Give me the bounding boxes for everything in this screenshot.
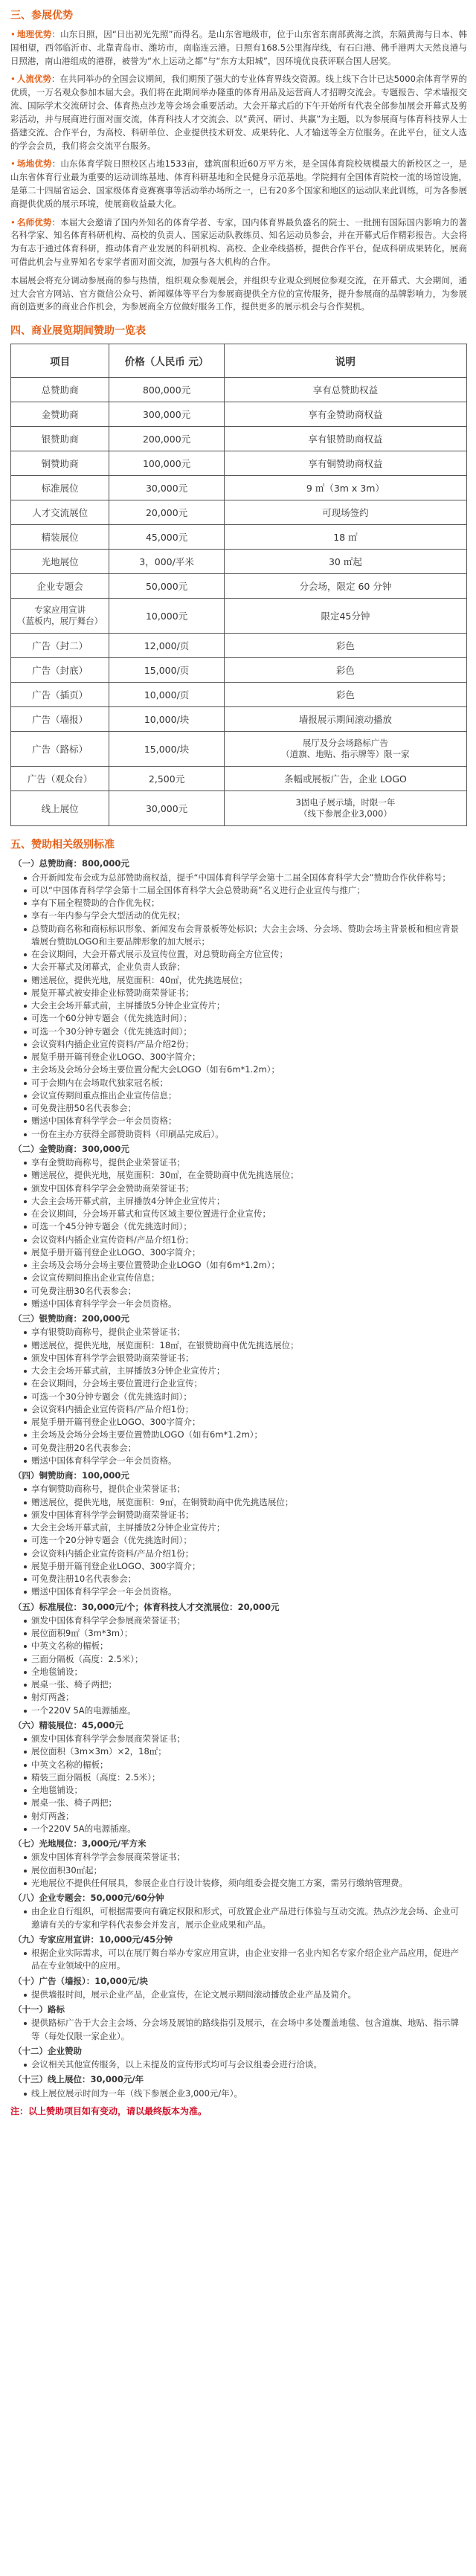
table-row [11, 574, 467, 599]
table-row [11, 427, 467, 451]
bullet-icon: • [10, 216, 16, 228]
tier-block [10, 1719, 467, 1835]
cell-item: 广告（插页） [11, 683, 109, 707]
cell-item: 广告（墙报） [11, 707, 109, 732]
tier-item: 主会场及会场分会场主要位置赞助企业LOGO（如有6m*1.2m）； [24, 1259, 467, 1272]
cell-item: 广告（路标） [11, 732, 109, 767]
cell-note: 享有总赞助权益 [224, 378, 466, 402]
tier-item: 享有下届全程赞助的合作优先权； [24, 897, 467, 909]
tier-block [10, 857, 467, 1141]
tier-item: 赠送展位，提供光地，展览面积：9㎡，在铜赞助商中优先挑选展位； [24, 1496, 467, 1509]
tier-block [10, 1469, 467, 1599]
section-title-advantages: 三、参展优势 [10, 10, 73, 22]
tier-item: 享有一年内参与学会大型活动的优先权； [24, 909, 467, 922]
tier-item: 总赞助商名称和商标标识形象、新闻发布会背景板等处标识；大会主会场、分会场、赞助会场主背景板和相应背景墙展台赞助LOGO和主要品牌形象的加大展示； [24, 923, 467, 949]
tier-heading: （九）专家应用宣讲：10,000元/45分钟 [13, 1933, 173, 1945]
advantage-lead: 地理优势 [16, 29, 52, 39]
tier-item: 会议相关其他宣传服务，以上未提及的宣传形式均可与会议组委会进行洽谈。 [24, 2058, 467, 2071]
tier-item: 展位面积（3m×3m）×2，18㎡； [24, 1745, 467, 1758]
cell-item [11, 599, 109, 634]
tier-item: 颁发中国体育科学学会铜赞助商荣誉证书； [24, 1509, 467, 1522]
tier-item: 全地毯铺设； [24, 1666, 467, 1678]
tier-heading: （七）光地展位：3,000元/平方米 [13, 1838, 147, 1849]
tier-item: 光地展位不提供任何展具，参展企业自行设计装修，须向组委会提交施工方案，需另行缴纳管理费。 [24, 1877, 467, 1890]
tier-block [10, 1601, 467, 1717]
cell-price: 12,000/页 [109, 634, 225, 658]
tier-item: 可免费注册20名代表参会； [24, 1442, 467, 1455]
tier-item: 颁发中国体育科学学会银赞助商荣誉证书； [24, 1352, 467, 1365]
tier-item: 一个220V 5A的电源插座。 [24, 1704, 467, 1717]
tier-item: 大会开幕式及闭幕式，企业负责人致辞； [24, 961, 467, 973]
tier-heading: （八）企业专题会：50,000元/60分钟 [13, 1893, 164, 1903]
tier-item: 赠送展位，提供光地，展览面积：18㎡，在银赞助商中优先挑选展位； [24, 1339, 467, 1352]
section-title-table: 四、商业展览期间赞助一览表 [10, 325, 146, 338]
cell-note: 条幅或展板广告，企业 LOGO [224, 767, 466, 791]
cell-item: 广告（封底） [11, 658, 109, 683]
cell-note: 9 ㎡（3m x 3m） [224, 476, 466, 500]
cell-item: 银赞助商 [11, 427, 109, 451]
tier-item: 中英文名称的楣板； [24, 1759, 467, 1771]
tier-item: 赠送中国体育科学学会一年会员资格。 [24, 1455, 467, 1467]
standards-list [10, 857, 467, 2100]
tier-item: 会议资料内插企业宣传资料/产品介绍1份； [24, 1403, 467, 1416]
cell-price: 15,000/块 [109, 732, 225, 767]
tier-item: 大会主会场开幕式前，主屏播放2分钟企业宣传片； [24, 1522, 467, 1534]
cell-item: 广告（观众台） [11, 767, 109, 791]
cell-price: 30,000元 [109, 476, 225, 500]
tier-heading: （十一）路标 [13, 2004, 65, 2015]
tier-heading: （六）精装展位：45,000元 [13, 1719, 123, 1730]
tier-item: 主会场及会场分会场主要位置分配大会LOGO（如有6m*1.2m）； [24, 1063, 467, 1076]
tier-item: 在会议期间，大会开幕式展示及宣传位置，对总赞助商全方位宣传； [24, 948, 467, 961]
tier-item: 赠送中国体育科学学会一年会员资格。 [24, 1298, 467, 1310]
tier-heading: （四）铜赞助商：100,000元 [13, 1470, 129, 1481]
cell-note: 享有铜赞助商权益 [224, 451, 466, 476]
tier-item: 展览手册开篇刊登企业LOGO、300字简介； [24, 1560, 467, 1573]
advantage-lead: 名师优势 [16, 216, 52, 228]
tier-item: 展桌一张、椅子两把； [24, 1678, 467, 1691]
tier-item: 可选一个30分钟专题会（优先挑选时间）； [24, 1391, 467, 1403]
tier-item: 大会主会场开幕式前，主屏播放5分钟企业宣传片； [24, 999, 467, 1012]
tier-item: 展览手册开篇刊登企业LOGO、300字简介； [24, 1246, 467, 1259]
tier-item: 展桌一张、椅子两把； [24, 1797, 467, 1809]
tier-item: 大会主会场开幕式前，主屏播放3分钟企业宣传片； [24, 1365, 467, 1377]
advantage-text: ：在共同举办的全国会议期间，我们期预了强大的专业体育界线交资源。线上线下合计已达5000余体育学界的优质，一万名观众参加本届大会。我们将在此期间举办隆重的体育用品及运营商人才招聘交流会。专题报告、学术墙报交流、国际学术交流研讨会、体育热点沙龙等会场会重要活动。大会开幕式后的下午开始所有代表全部参加展会开幕式及剪彩活动，并与展商进行面对面交流，体育科技人才交流会、以“黄河、研讨、共赢”为主题，以为参展商与体育科技界人士搭建交流、合作平台，为高校、科研单位、企业提供技术研发、成果转化、人才输送等全方位服务。在此平台，征文人选的学会会员，我们将会交流平台服务。 [10, 74, 467, 151]
advantage-lead: 人流优势 [16, 74, 51, 85]
cell-price: 10,000元 [109, 599, 225, 634]
table-row [11, 683, 467, 707]
tier-item: 提供路标广告于大会主会场、分会场及展馆的路线指引及展示，在会场中多处覆盖地毯、包含道旗、地贴、指示牌等（每处仅限一家企业）。 [24, 2017, 467, 2043]
cell-item-line: 专家应用宣讲 [34, 604, 86, 615]
cell-note: 享有金赞助商权益 [224, 402, 466, 427]
cell-note: 墙报展示期间滚动播放 [224, 707, 466, 732]
cell-price: 800,000元 [109, 378, 225, 402]
cell-note: 分会场，限定 60 分钟 [224, 574, 466, 599]
tier-item: 可选一个45分钟专题会（优先挑选时间）； [24, 1220, 467, 1233]
cell-note-line: （线下参展企业3,000） [298, 808, 392, 820]
cell-item: 标准展位 [11, 476, 109, 500]
tier-item: 展览手册开篇刊登企业LOGO、300字简介； [24, 1051, 467, 1063]
tier-item: 赠送展位，提供光地，展览面积：30㎡，在金赞助商中优先挑选展位； [24, 1169, 467, 1182]
sponsorship-table [10, 344, 467, 826]
table-row [11, 599, 467, 634]
advantage-lead: 场地优势 [16, 158, 52, 170]
footnote: 注：以上赞助项目如有变动，请以最终版本为准。 [10, 2105, 208, 2116]
tier-item: 赠送展位，提供光地，展览面积：40㎡，优先挑选展位； [24, 974, 467, 987]
advantages-closing: 本届展会将充分调动参展商的参与热情，组织观众参观展会，并组织专业观众到展位参观交流，在开幕式、大会期间，通过大会官方网站、官方微信公众号、新闻媒体等平台为参展商提供全方位的宣传服务，提升参展商的品牌影响力，为参展商创造更多的商业合作机会，为参展商全方位做好服务工作，提供更多的展示机会与合作契机。 [10, 274, 467, 312]
cell-item: 铜赞助商 [11, 451, 109, 476]
tier-item: 可以“中国体育科学学会第十二届全国体育科学大会总赞助商”名义进行企业宣传与推广； [24, 884, 467, 897]
tier-block [10, 2045, 467, 2072]
cell-note [224, 791, 466, 826]
bullet-icon: • [10, 74, 16, 85]
section-advantages [10, 7, 467, 314]
tier-item: 颁发中国体育科学学会金赞助商荣誉证书； [24, 1182, 467, 1195]
table-row [11, 402, 467, 427]
table-row [11, 476, 467, 500]
cell-note [224, 732, 466, 767]
tier-heading: （十二）企业赞助 [13, 2045, 82, 2056]
tier-heading: （一）总赞助商：800,000元 [13, 858, 129, 869]
cell-note: 18 ㎡ [224, 525, 466, 550]
cell-note: 限定45分钟 [224, 599, 466, 634]
bullet-icon: • [10, 29, 16, 39]
cell-item: 金赞助商 [11, 402, 109, 427]
cell-note-line: 展厅及分会场路标广告 [302, 737, 388, 748]
tier-item: 颁发中国体育科学学会参展商荣誉证书； [24, 1614, 467, 1627]
tier-item: 展览开幕式被安排企业标赞助商荣誉证书； [24, 987, 467, 999]
cell-item-line: （蓝板内，展厅舞台） [17, 616, 103, 627]
tier-item: 一份在主办方获得全部赞助资料（印刷品完成后）。 [24, 1128, 467, 1141]
table-row [11, 500, 467, 525]
cell-price: 10,000/块 [109, 707, 225, 732]
tier-item: 可免费注册50名代表参会； [24, 1102, 467, 1115]
cell-price: 30,000元 [109, 791, 225, 826]
tier-item: 可于会期内在会场取代独家冠名板； [24, 1077, 467, 1089]
cell-note: 彩色 [224, 658, 466, 683]
tier-block [10, 1892, 467, 1931]
table-row [11, 550, 467, 574]
cell-price: 10,000/页 [109, 683, 225, 707]
tier-item: 颁发中国体育科学学会参展商荣誉证书； [24, 1851, 467, 1864]
tier-item: 赠送中国体育科学学会一年会员资格。 [24, 1585, 467, 1598]
advantage-paragraph [10, 216, 467, 269]
tier-item: 展位面积30㎡起； [24, 1864, 467, 1877]
bullet-icon: • [10, 158, 16, 170]
tier-item: 提供墙报时间，展示企业产品，企业宣传，在论文展示期间滚动播放企业产品及简介。 [24, 1989, 467, 2001]
tier-item: 在会议期间，分会场开幕式和宣传区域主要位置进行企业宣传； [24, 1208, 467, 1220]
tier-item: 一个220V 5A的电源插座。 [24, 1823, 467, 1835]
table-row [11, 707, 467, 732]
tier-item: 可选一个60分钟专题会（优先挑选时间）； [24, 1012, 467, 1025]
advantage-paragraph [10, 28, 467, 68]
cell-note: 可现场签约 [224, 500, 466, 525]
tier-item: 在会议期间，分会场主要位置进行企业宣传； [24, 1377, 467, 1390]
cell-item: 企业专题会 [11, 574, 109, 599]
cell-price: 300,000元 [109, 402, 225, 427]
tier-item: 会议资料内插企业宣传资料/产品介绍1份； [24, 1234, 467, 1246]
table-row [11, 378, 467, 402]
cell-item: 线上展位 [11, 791, 109, 826]
tier-item: 会议宣传期间推出企业宣传信息； [24, 1272, 467, 1284]
tier-item: 三面分隔板（高度：2.5米）； [24, 1653, 467, 1666]
cell-note-line: （道旗、地贴、指示牌等）限一家 [281, 749, 410, 760]
col-header-note: 说明 [224, 344, 466, 378]
tier-item: 享有金赞助商称号，提供企业荣誉证书； [24, 1156, 467, 1169]
cell-price: 20,000元 [109, 500, 225, 525]
tier-block [10, 1838, 467, 1890]
advantage-text: ：本届大会邀请了国内外知名的体育学者、专家，国内体育界最负盛名的院士、一批拥有国际国内影响力的著名科学家、知名体育科研机构、高校的负责人、国家运动队教练员、知名运动员参会，并在开幕式后作精彩报告。大会将为有志于通过体育科研，推动体育产业发展的科研机构、高校、企业牵线搭桥，提供合作平台，促成科研成果转化。展商可借此机会与业界知名专家学者面对面交流，加强与各大机构的合作。 [10, 216, 468, 267]
tier-item: 线上展位展示时间为一年（线下参展企业3,000元/年）。 [24, 2087, 467, 2100]
tier-item: 射灯两盏； [24, 1810, 467, 1823]
table-row [11, 767, 467, 791]
tier-item: 展览手册开篇刊登企业LOGO、300字简介； [24, 1416, 467, 1429]
tier-block [10, 1143, 467, 1310]
tier-heading: （二）金赞助商：300,000元 [13, 1143, 129, 1154]
cell-item: 人才交流展位 [11, 500, 109, 525]
tier-item: 全地毯铺设； [24, 1784, 467, 1797]
cell-note-line: 3固电子展示墙，时限一年 [295, 796, 396, 808]
col-header-item: 项目 [11, 344, 109, 378]
tier-item: 由企业自行组织，可根据需要向有确定权限和形式，可放置企业产品进行体验与互动交流。热点沙龙会场、企业可邀请有关的专家和学科代表参会并发言，展示企业成果和产品。 [24, 1905, 467, 1931]
table-row [11, 451, 467, 476]
advantage-text: ：山东体育学院日照校区占地1533亩，建筑面积近60万平方米，是全国体育院校规模最大的新校区之一，是山东省体育行业最为重要的运动训练基地、体育科研基地和全民健身示范基地。学院拥有全国体育院校一流的场馆设施，是第二十四届省运会、国家级体育竞赛赛事等活动举办场所之一，已有20多个国家和地区的运动队来此训练，可为各参展商提供优质的展示环境，使展商收益最大化。 [10, 158, 467, 209]
cell-price: 15,000/页 [109, 658, 225, 683]
section-title-standards: 五、赞助相关级别标准 [10, 839, 115, 851]
tier-heading: （五）标准展位：30,000元/个；体育科技人才交流展位：20,000元 [13, 1601, 280, 1612]
advantage-paragraph [10, 158, 467, 210]
tier-item: 享有银赞助商称号，提供企业荣誉证书； [24, 1326, 467, 1339]
cell-price: 50,000元 [109, 574, 225, 599]
tier-item: 会议宣传期间重点推出企业宣传信息； [24, 1089, 467, 1102]
cell-note: 彩色 [224, 634, 466, 658]
tier-block [10, 2073, 467, 2100]
tier-item: 可免费注册30名代表参会； [24, 1285, 467, 1298]
cell-note: 彩色 [224, 683, 466, 707]
tier-item: 展位面积9㎡（3m*3m）； [24, 1627, 467, 1640]
advantage-text: ：山东日照，因“日出初光先照”而得名。是山东省地级市，位于山东省东南部黄海之滨，东隔黄海与日本、韩国相望，西邻临沂市、北靠青岛市、潍坊市，南临连云港。日照有168.5公里海岸线，有石臼港、佛手港两大天然良港与日照港，南山港组成的港群，被誉为“水上运动之都”与“东方太阳城”，因环境优良获评联合国人居奖。 [10, 29, 467, 66]
tier-block [10, 2003, 467, 2043]
cell-item: 精装展位 [11, 525, 109, 550]
tier-item: 可选一个20分钟专题会（优先挑选时间）； [24, 1534, 467, 1547]
table-row [11, 634, 467, 658]
tier-item: 可选一个30分钟专题会（优先挑选时间）； [24, 1025, 467, 1038]
tier-item: 根据企业实际需求，可以在展厅舞台举办专家应用宣讲，由企业安排一名业内知名专家介绍企业产品应用，促进产品在专业领域中的应用。 [24, 1947, 467, 1973]
tier-item: 射灯两盏； [24, 1691, 467, 1704]
cell-price: 2,500元 [109, 767, 225, 791]
tier-item: 主会场及会场分会场主要位置赞助LOGO（如有6m*1.2m）； [24, 1429, 467, 1441]
cell-note: 30 ㎡起 [224, 550, 466, 574]
cell-price: 200,000元 [109, 427, 225, 451]
cell-price: 100,000元 [109, 451, 225, 476]
tier-heading: （十）广告（墙报）：10,000元/块 [13, 1975, 148, 1986]
table-row [11, 732, 467, 767]
table-row [11, 658, 467, 683]
advantage-paragraph [10, 73, 467, 152]
col-header-price: 价格（人民币 元） [109, 344, 225, 378]
tier-item: 赠送中国体育科学学会一年会员资格； [24, 1115, 467, 1127]
table-header-row [11, 344, 467, 378]
cell-item: 总赞助商 [11, 378, 109, 402]
table-row [11, 525, 467, 550]
cell-price: 45,000元 [109, 525, 225, 550]
section-sponsorship-table [10, 323, 467, 826]
tier-item: 可免费注册10名代表参会； [24, 1573, 467, 1585]
tier-block [10, 1975, 467, 2002]
tier-item: 会议资料内插企业宣传资料/产品介绍1份； [24, 1548, 467, 1560]
tier-item: 合开新闻发布会或为总部赞助商权益，提手“中国体育科学学会第十二届全国体育科学大会”赞助合作伙伴称号； [24, 872, 467, 884]
tier-item: 会议资料内插企业宣传资料/产品介绍2份； [24, 1038, 467, 1051]
tier-block [10, 1313, 467, 1467]
cell-note: 享有银赞助商权益 [224, 427, 466, 451]
tier-item: 大会主会场开幕式前，主屏播放4分钟企业宣传片； [24, 1195, 467, 1208]
tier-item: 享有铜赞助商称号，提供企业荣誉证书； [24, 1483, 467, 1495]
cell-item: 广告（封二） [11, 634, 109, 658]
cell-price: 3，000/平米 [109, 550, 225, 574]
tier-item: 精装三面分隔板（高度：2.5米）； [24, 1771, 467, 1784]
tier-heading: （三）银赞助商：200,000元 [13, 1313, 129, 1324]
table-row [11, 791, 467, 826]
cell-item: 光地展位 [11, 550, 109, 574]
tier-item: 颁发中国体育科学学会参展商荣誉证书； [24, 1733, 467, 1745]
section-standards [10, 837, 467, 2117]
tier-item: 中英文名称的楣板； [24, 1640, 467, 1652]
tier-block [10, 1933, 467, 1973]
tier-heading: （十三）线上展位：30,000元/年 [13, 2074, 144, 2085]
